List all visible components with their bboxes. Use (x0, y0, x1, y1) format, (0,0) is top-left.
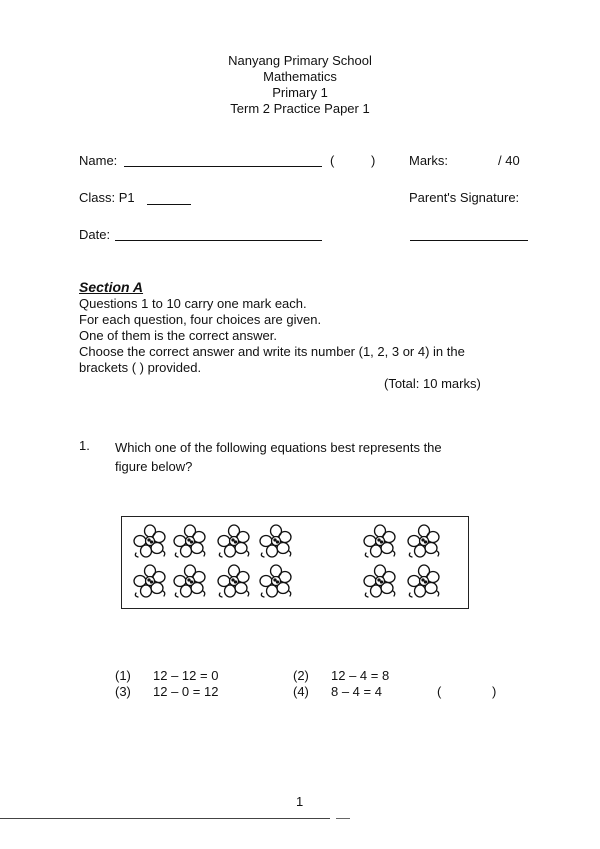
register-paren-close: ) (371, 153, 376, 168)
paper-title: Term 2 Practice Paper 1 (230, 101, 370, 116)
flower-figure-box (121, 516, 469, 609)
section-total: (Total: 10 marks) (384, 376, 481, 391)
answer-bracket-close: ) (492, 684, 497, 699)
subject-name: Mathematics (263, 69, 337, 84)
flower-icon (216, 563, 252, 599)
footer-rule (0, 818, 330, 819)
answer-bracket-open: ( (437, 684, 442, 699)
section-title: Section A (79, 279, 144, 295)
option-number: (1) (115, 668, 131, 683)
paper-header (0, 53, 600, 117)
class-field[interactable] (147, 204, 191, 205)
signature-label: Parent's Signature: (409, 190, 520, 205)
marks-total: / 40 (498, 153, 520, 168)
option-number: (4) (293, 684, 309, 699)
option-text: 8 – 4 = 4 (331, 684, 382, 699)
instruction-line: One of them is the correct answer. (79, 328, 277, 343)
name-field[interactable] (124, 166, 322, 167)
signature-field[interactable] (410, 240, 528, 241)
name-label: Name: (79, 153, 118, 168)
question-number: 1. (79, 438, 90, 453)
flower-icon (406, 563, 442, 599)
class-label: Class: P1 (79, 190, 135, 205)
question-text-line: Which one of the following equations best represents the (115, 440, 442, 455)
option-text: 12 – 0 = 12 (153, 684, 219, 699)
date-field[interactable] (115, 240, 322, 241)
footer-rule-dash (336, 818, 350, 819)
instruction-line: brackets ( ) provided. (79, 360, 202, 375)
flower-icon (172, 563, 208, 599)
page-number: 1 (296, 794, 304, 809)
flower-icon (258, 523, 294, 559)
school-name: Nanyang Primary School (228, 53, 372, 68)
flower-icon (132, 563, 168, 599)
instruction-line: For each question, four choices are given. (79, 312, 322, 327)
option-text: 12 – 12 = 0 (153, 668, 219, 683)
flower-icon (132, 523, 168, 559)
marks-label: Marks: (409, 153, 448, 168)
register-paren-open: ( (330, 153, 335, 168)
flower-icon (172, 523, 208, 559)
question-text (115, 438, 505, 476)
flower-icon (362, 523, 398, 559)
flower-icon (258, 563, 294, 599)
section-instructions (79, 296, 465, 376)
option-number: (3) (115, 684, 131, 699)
option-text: 12 – 4 = 8 (331, 668, 390, 683)
question-text-line: figure below? (115, 459, 193, 474)
instruction-line: Questions 1 to 10 carry one mark each. (79, 296, 307, 311)
option-number: (2) (293, 668, 309, 683)
answer-field[interactable] (446, 682, 488, 698)
level-name: Primary 1 (272, 85, 328, 100)
flower-icon (362, 563, 398, 599)
flower-icon (216, 523, 252, 559)
flower-icon (406, 523, 442, 559)
instruction-line: Choose the correct answer and write its number (1, 2, 3 or 4) in the (79, 344, 465, 359)
date-label: Date: (79, 227, 111, 242)
